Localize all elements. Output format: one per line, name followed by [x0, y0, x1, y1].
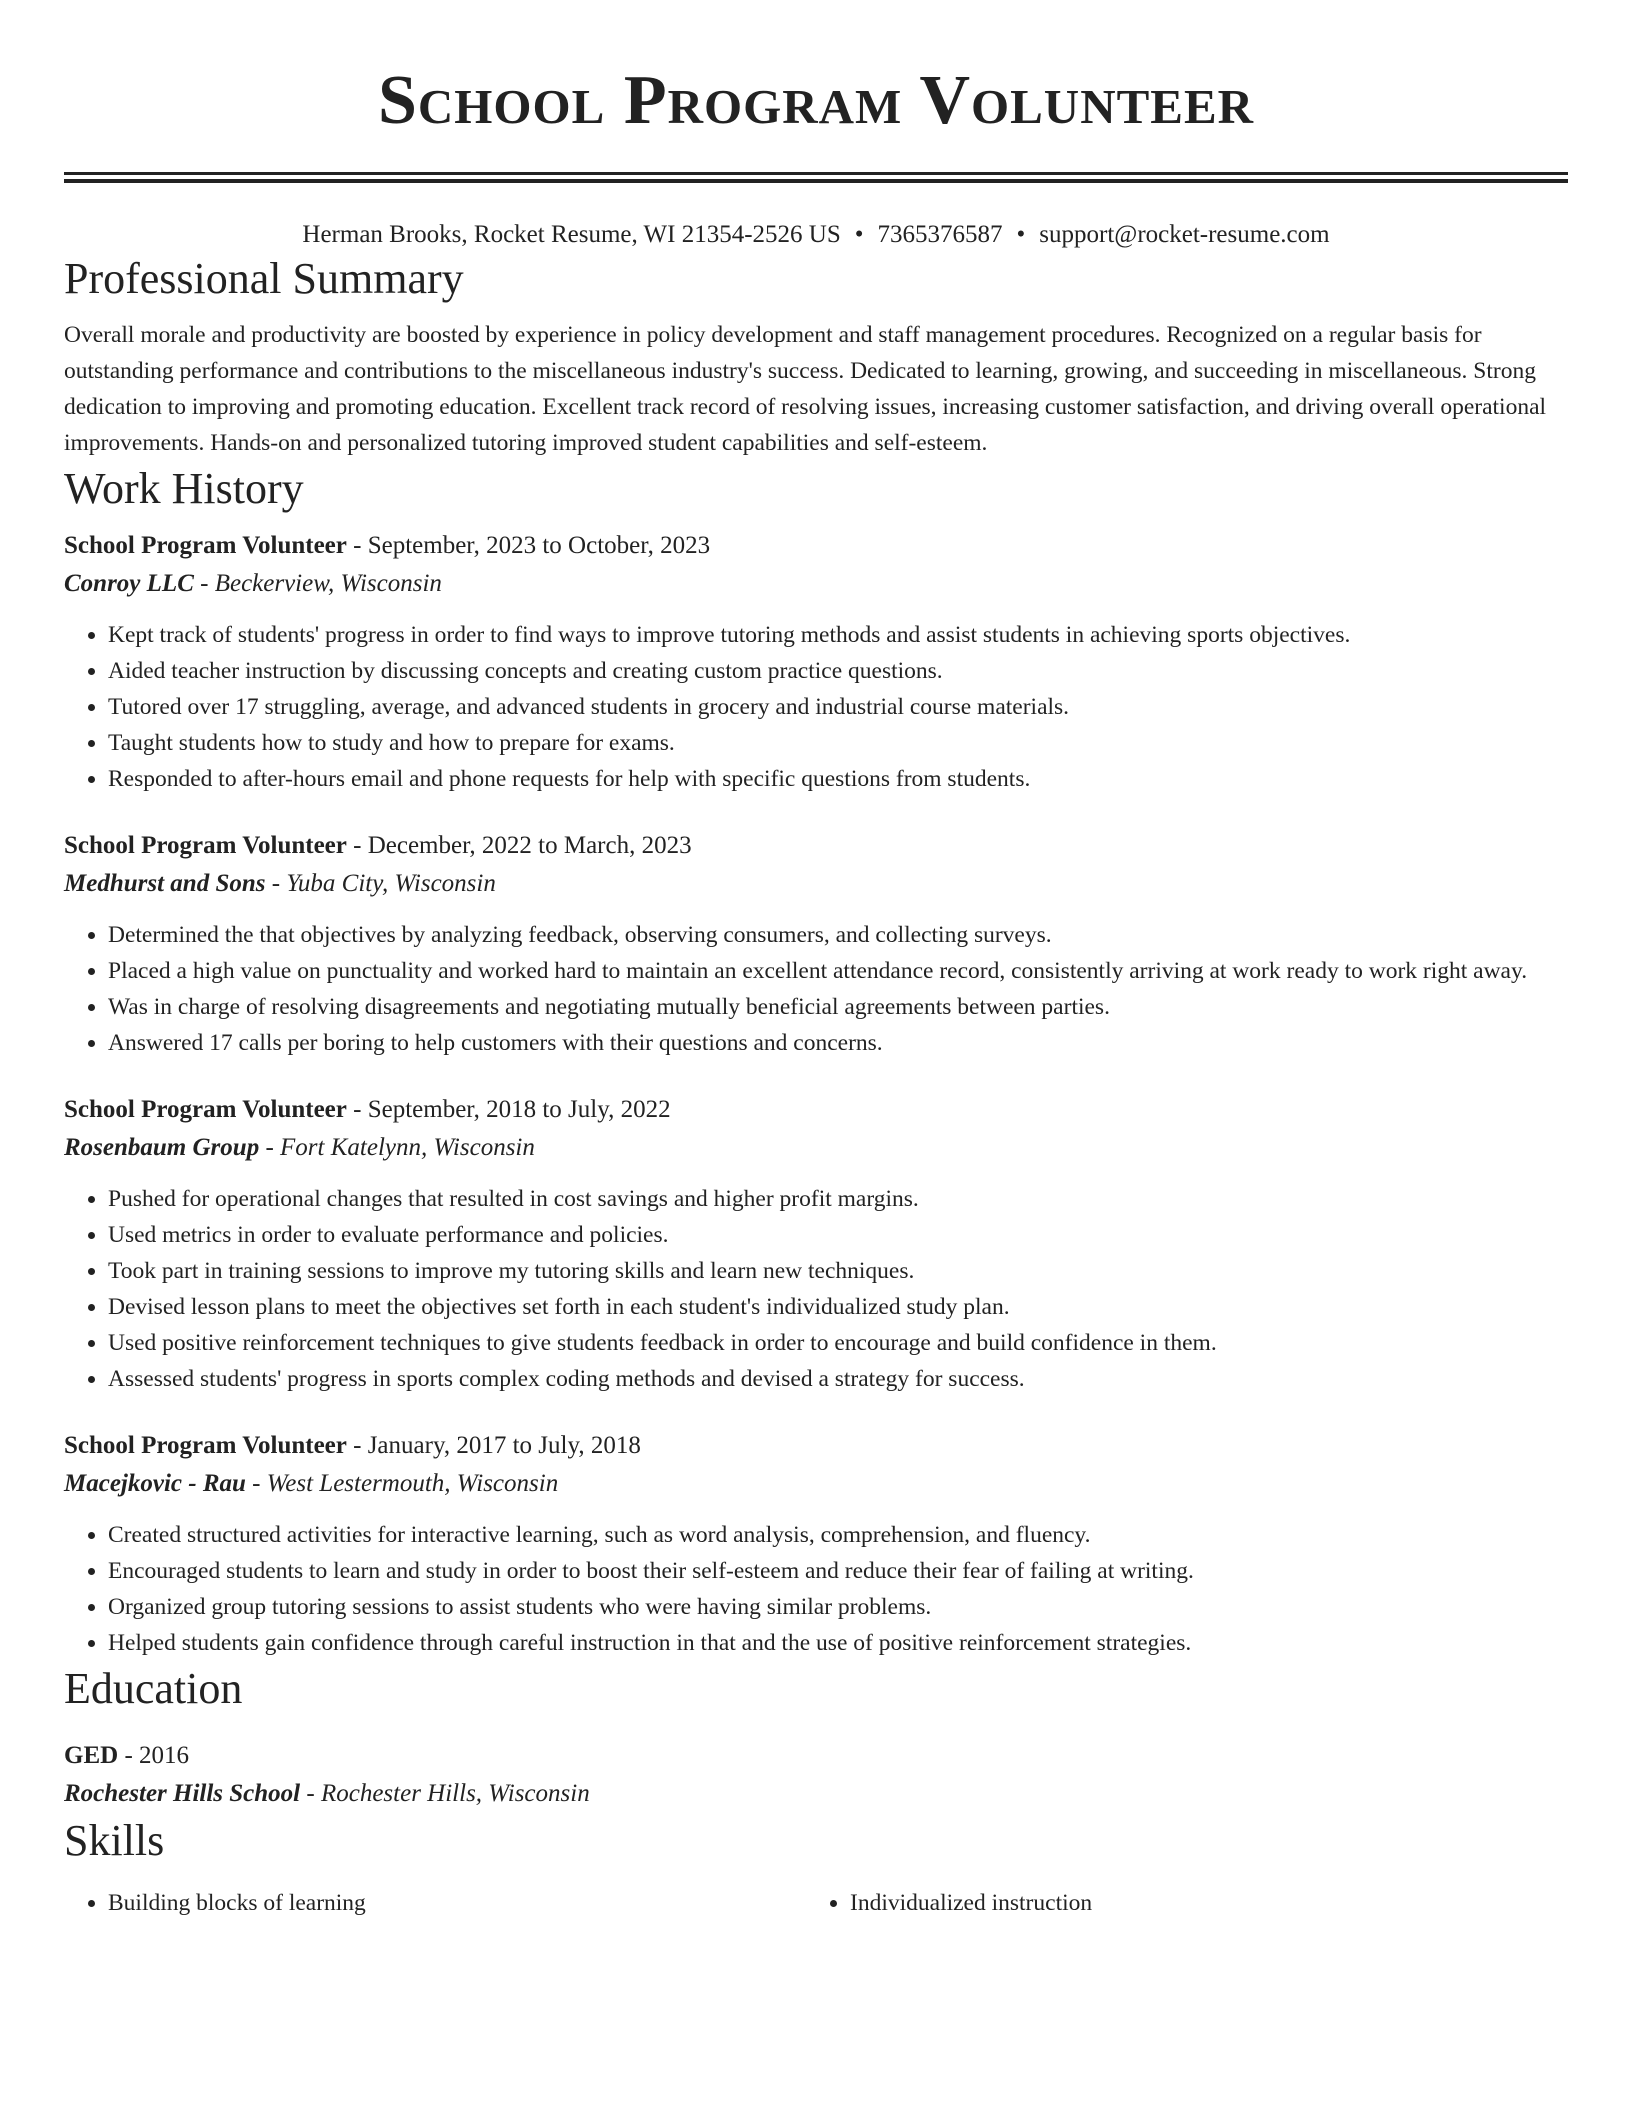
job-bullet-list	[64, 1517, 1568, 1661]
job-role: School Program Volunteer	[64, 1432, 347, 1459]
list-item: • Devised lesson plans to meet the objectives set forth in each student's individualized study plan.	[108, 1289, 1568, 1325]
contact-address: Herman Brooks, Rocket Resume, WI 21354-2526 US	[302, 221, 841, 248]
list-item: • Was in charge of resolving disagreements and negotiating mutually beneficial agreements between parties.	[108, 989, 1568, 1025]
school-location: Rochester Hills, Wisconsin	[320, 1780, 590, 1807]
list-item: • Tutored over 17 struggling, average, and advanced students in grocery and industrial course materials.	[108, 689, 1568, 725]
summary-text: Overall morale and productivity are boosted by experience in policy development and staff management procedures. Recognized on a regular basis for outstanding performance and contributions to the miscellaneous industry's success. Dedicated to learning, growing, and succeeding in miscellaneous. Strong dedication to improving and promoting education. Excellent track record of resolving issues, increasing customer satisfaction, and driving overall operational improvements. Hands-on and personalized tutoring improved student capabilities and self-esteem.	[64, 322, 1547, 456]
job-entry	[64, 527, 1568, 797]
job-dates: September, 2018 to July, 2022	[367, 1096, 671, 1123]
list-item: • Answered 17 calls per boring to help customers with their questions and concerns.	[108, 1025, 1568, 1061]
list-item: • Taught students how to study and how to prepare for exams.	[108, 725, 1568, 761]
list-item: • Assessed students' progress in sports complex coding methods and devised a strategy for success.	[108, 1361, 1568, 1397]
company-line	[64, 1129, 1568, 1167]
company-line	[64, 865, 1568, 903]
job-bullet-list	[64, 1181, 1568, 1397]
list-item: • Responded to after-hours email and phone requests for help with specific questions from students.	[108, 761, 1568, 797]
job-dates: December, 2022 to March, 2023	[367, 832, 692, 859]
degree-line	[64, 1737, 1568, 1775]
job-entry	[64, 827, 1568, 1061]
list-item: • Helped students gain confidence through careful instruction in that and the use of positive reinforcement strategies.	[108, 1625, 1568, 1661]
summary-heading: Professional Summary	[64, 254, 464, 303]
dash-separator: -	[265, 870, 287, 897]
company-location: Yuba City, Wisconsin	[286, 870, 496, 897]
skills-heading: Skills	[64, 1816, 165, 1865]
dash-separator: -	[346, 1096, 368, 1123]
job-dates: January, 2017 to July, 2018	[367, 1432, 641, 1459]
degree-year: 2016	[139, 1742, 190, 1769]
job-title-line	[64, 1427, 1568, 1465]
list-item: • Building blocks of learning	[108, 1885, 806, 1921]
dash-separator: -	[118, 1742, 140, 1769]
list-item: • Created structured activities for interactive learning, such as word analysis, comprehension, and fluency.	[108, 1517, 1568, 1553]
company-name: Rosenbaum Group	[64, 1134, 260, 1161]
job-dates: September, 2023 to October, 2023	[367, 532, 711, 559]
dash-separator: -	[346, 832, 368, 859]
company-name: Medhurst and Sons	[64, 870, 266, 897]
job-bullet-list	[64, 617, 1568, 797]
job-entry	[64, 1091, 1568, 1397]
list-item: • Used positive reinforcement techniques to give students feedback in order to encourage and build confidence in them.	[108, 1325, 1568, 1361]
company-line	[64, 565, 1568, 603]
header-double-rule	[64, 172, 1568, 183]
dash-separator: -	[245, 1470, 267, 1497]
school-name: Rochester Hills School	[64, 1780, 301, 1807]
skills-columns	[64, 1885, 1568, 1921]
list-item: • Placed a high value on punctuality and worked hard to maintain an excellent attendance record, consistently arriving at work ready to work right away.	[108, 953, 1568, 989]
resume-name-heading: School Program Volunteer	[377, 62, 1255, 139]
job-role: School Program Volunteer	[64, 532, 347, 559]
list-item: • Took part in training sessions to improve my tutoring skills and learn new techniques.	[108, 1253, 1568, 1289]
contact-email: support@rocket-resume.com	[1039, 221, 1330, 248]
bullet-separator: •	[1016, 221, 1026, 248]
education-entry	[64, 1737, 1568, 1813]
list-item: • Pushed for operational changes that resulted in cost savings and higher profit margins.	[108, 1181, 1568, 1217]
company-location: Fort Katelynn, Wisconsin	[280, 1134, 535, 1161]
list-item: • Kept track of students' progress in order to find ways to improve tutoring methods and assist students in achieving sports objectives.	[108, 617, 1568, 653]
job-role: School Program Volunteer	[64, 1096, 347, 1123]
dash-separator: -	[193, 570, 215, 597]
work-history-heading: Work History	[64, 464, 304, 513]
company-name: Conroy LLC	[64, 570, 194, 597]
job-entry	[64, 1427, 1568, 1661]
company-location: Beckerview, Wisconsin	[214, 570, 442, 597]
list-item: • Individualized instruction	[850, 1885, 1548, 1921]
degree-name: GED	[64, 1742, 119, 1769]
list-item: • Used metrics in order to evaluate performance and policies.	[108, 1217, 1568, 1253]
dash-separator: -	[259, 1134, 281, 1161]
skills-list-right	[806, 1885, 1548, 1921]
company-name: Macejkovic - Rau	[64, 1470, 246, 1497]
list-item: • Aided teacher instruction by discussing concepts and creating custom practice questions.	[108, 653, 1568, 689]
company-location: West Lestermouth, Wisconsin	[266, 1470, 559, 1497]
job-title-line	[64, 1091, 1568, 1129]
education-heading: Education	[64, 1664, 243, 1713]
job-title-line	[64, 527, 1568, 565]
bullet-separator: •	[854, 221, 864, 248]
dash-separator: -	[346, 532, 368, 559]
school-line	[64, 1775, 1568, 1813]
list-item: • Organized group tutoring sessions to assist students who were having similar problems.	[108, 1589, 1568, 1625]
list-item: • Determined the that objectives by analyzing feedback, observing consumers, and collecting surveys.	[108, 917, 1568, 953]
job-role: School Program Volunteer	[64, 832, 347, 859]
skills-list-left	[64, 1885, 806, 1921]
contact-line	[64, 219, 1568, 251]
contact-phone: 7365376587	[877, 221, 1003, 248]
company-line	[64, 1465, 1568, 1503]
dash-separator: -	[300, 1780, 321, 1807]
job-bullet-list	[64, 917, 1568, 1061]
dash-separator: -	[346, 1432, 368, 1459]
list-item: • Encouraged students to learn and study in order to boost their self-esteem and reduce their fear of failing at writing.	[108, 1553, 1568, 1589]
job-title-line	[64, 827, 1568, 865]
